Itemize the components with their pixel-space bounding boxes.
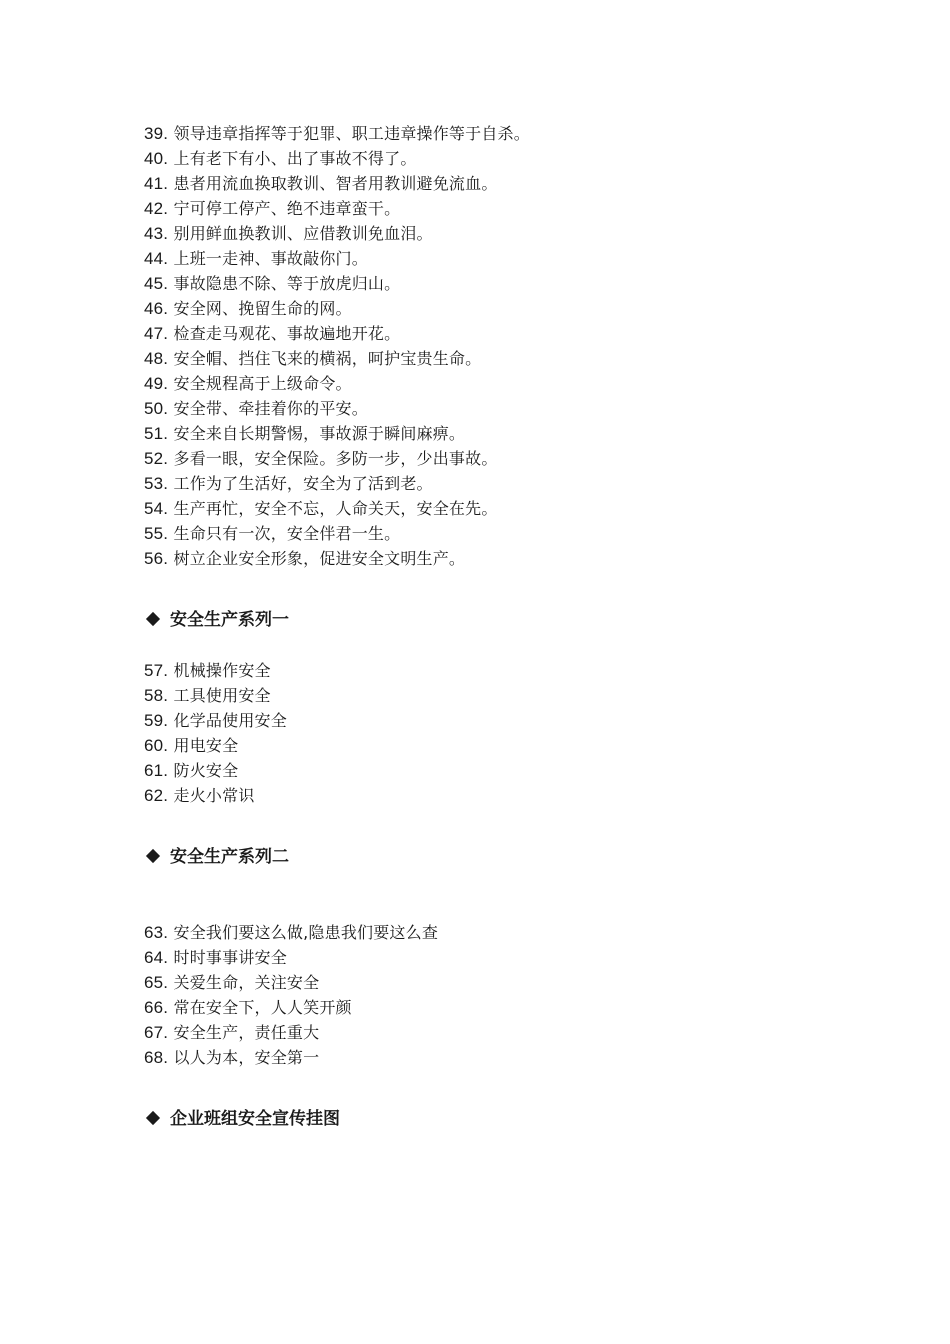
section-heading-series-1: 安全生产系列一 xyxy=(144,608,844,633)
diamond-bullet-icon xyxy=(146,849,160,863)
list-item: 57. 机械操作安全 xyxy=(144,661,271,680)
list-item: 62. 走火小常识 xyxy=(144,786,255,805)
list-item: 45. 事故隐患不除、等于放虎归山。 xyxy=(144,274,401,293)
list-item: 54. 生产再忙，安全不忘，人命关天，安全在先。 xyxy=(144,499,498,518)
series-1-list xyxy=(144,658,844,808)
section-heading-team-posters: 企业班组安全宣传挂图 xyxy=(144,1107,844,1132)
list-item: 53. 工作为了生活好，安全为了活到老。 xyxy=(144,474,433,493)
spacer xyxy=(144,571,844,608)
list-item: 58. 工具使用安全 xyxy=(144,686,271,705)
list-item: 60. 用电安全 xyxy=(144,736,239,755)
list-item: 55. 生命只有一次，安全伴君一生。 xyxy=(144,524,401,543)
list-item: 67. 安全生产，责任重大 xyxy=(144,1023,320,1042)
list-item: 66. 常在安全下，人人笑开颜 xyxy=(144,998,352,1017)
list-item: 59. 化学品使用安全 xyxy=(144,711,287,730)
list-item: 64. 时时事事讲安全 xyxy=(144,948,287,967)
list-item: 52. 多看一眼，安全保险。多防一步，少出事故。 xyxy=(144,449,498,468)
spacer xyxy=(144,808,844,845)
list-item: 46. 安全网、挽留生命的网。 xyxy=(144,299,352,318)
list-item: 43. 别用鲜血换教训、应借教训免血泪。 xyxy=(144,224,433,243)
list-item: 49. 安全规程高于上级命令。 xyxy=(144,374,352,393)
list-item: 44. 上班一走神、事故敲你门。 xyxy=(144,249,368,268)
list-item: 41. 患者用流血换取教训、智者用教训避免流血。 xyxy=(144,174,498,193)
spacer xyxy=(144,1070,844,1107)
list-item: 61. 防火安全 xyxy=(144,761,239,780)
slogan-list xyxy=(144,121,844,571)
list-item: 40. 上有老下有小、出了事故不得了。 xyxy=(144,149,417,168)
diamond-bullet-icon xyxy=(146,612,160,626)
section-heading-series-2: 安全生产系列二 xyxy=(144,845,844,870)
list-item: 65. 关爱生命，关注安全 xyxy=(144,973,320,992)
spacer xyxy=(144,633,844,658)
series-2-list xyxy=(144,920,844,1070)
diamond-bullet-icon xyxy=(146,1111,160,1125)
list-item: 50. 安全带、牵挂着你的平安。 xyxy=(144,399,368,418)
document-page xyxy=(144,121,844,1132)
list-item: 48. 安全帽、挡住飞来的横祸，呵护宝贵生命。 xyxy=(144,349,482,368)
list-item: 47. 检查走马观花、事故遍地开花。 xyxy=(144,324,401,343)
list-item: 42. 宁可停工停产、绝不违章蛮干。 xyxy=(144,199,401,218)
spacer xyxy=(144,870,844,920)
list-item: 56. 树立企业安全形象，促进安全文明生产。 xyxy=(144,549,466,568)
list-item: 68. 以人为本，安全第一 xyxy=(144,1048,320,1067)
list-item: 39. 领导违章指挥等于犯罪、职工违章操作等于自杀。 xyxy=(144,124,530,143)
list-item: 51. 安全来自长期警惕，事故源于瞬间麻痹。 xyxy=(144,424,466,443)
list-item: 63. 安全我们要这么做,隐患我们要这么查 xyxy=(144,923,439,942)
